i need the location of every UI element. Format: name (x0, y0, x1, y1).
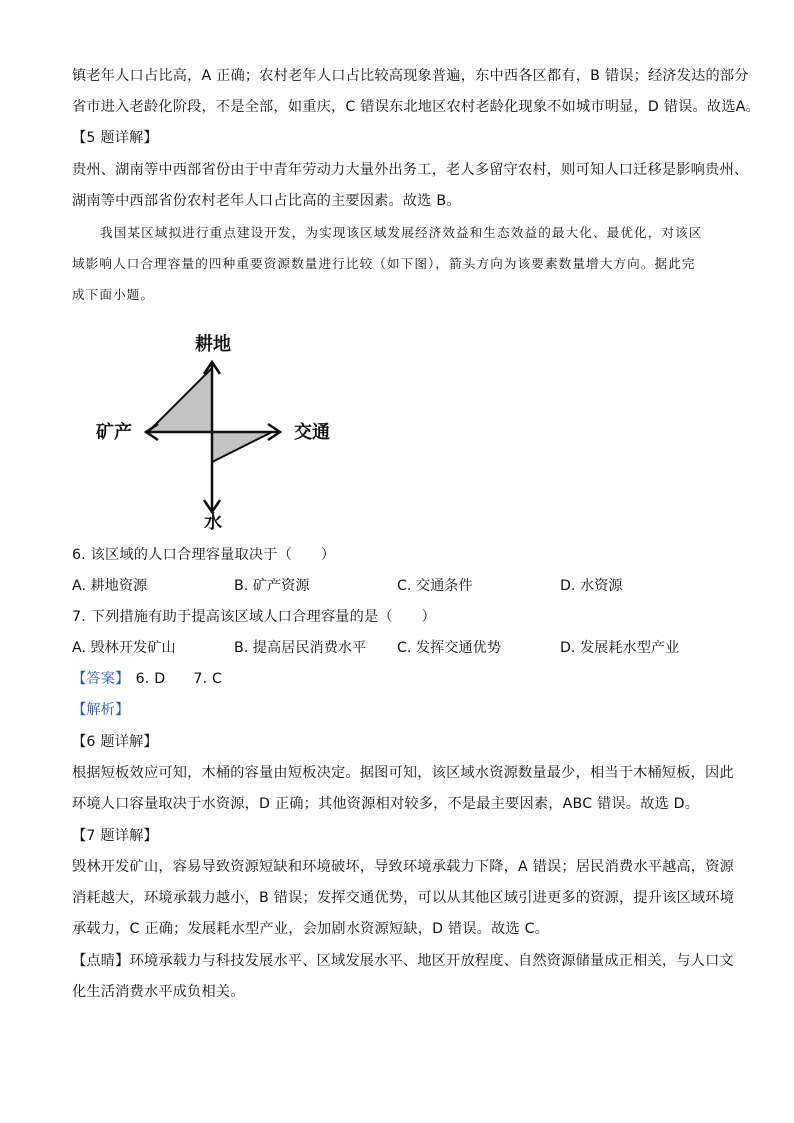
section-heading-5: 【5 题详解】 (72, 130, 158, 146)
note-tag: 【点睛】 (72, 953, 130, 969)
label-bottom: 水 (204, 512, 222, 533)
answer-7: 7. C (193, 671, 223, 687)
text-line: 贵州、湖南等中西部省份由于中青年劳动力大量外出务工，老人多留守农村，则可知人口迁移是影响贵州、 (72, 162, 749, 178)
label-left: 矿产 (96, 422, 132, 443)
text-line: 环境人口容量取决于水资源，D 正确；其他资源相对较多，不是最主要因素，ABC 错误。故选 D。 (72, 796, 700, 812)
q7-option-c: C. 发挥交通优势 (397, 640, 502, 656)
q6-option-c: C. 交通条件 (397, 578, 473, 594)
label-top: 耕地 (195, 334, 231, 355)
answer-line (72, 669, 732, 689)
material-line: 成下面小题。 (72, 287, 155, 302)
text-line: 根据短板效应可知，木桶的容量由短板决定。据图可知，该区域水资源数量最少，相当于木桶短板，因此 (72, 765, 734, 781)
resource-quadrilateral (148, 368, 272, 462)
text-line: 毁林开发矿山，容易导致资源短缺和环境破坏，导致环境承载力下降，A 错误；居民消费水平越高，资源 (72, 859, 735, 875)
resource-diagram (84, 326, 344, 536)
q7-option-a: A. 毁林开发矿山 (72, 640, 176, 656)
q6-option-b: B. 矿产资源 (234, 578, 310, 594)
material-line: 我国某区域拟进行重点建设开发，为实现该区域发展经济效益和生态效益的最大化、最优化，对该区 (100, 225, 703, 240)
question-7-stem: 7. 下列措施有助于提高该区域人口合理容量的是（ ） (72, 609, 436, 625)
text-line: 化生活消费水平成负相关。 (72, 984, 245, 1000)
note-text: 环境承载力与科技发展水平、区域发展水平、地区开放程度、自然资源储量成正相关，与人口文 (129, 953, 734, 969)
text-line: 湖南等中西部省份农村老年人口占比高的主要因素。故选 B。 (72, 193, 461, 209)
q6-option-a: A. 耕地资源 (72, 578, 148, 594)
analysis-tag: 【解析】 (72, 702, 130, 718)
q7-option-d: D. 发展耗水型产业 (560, 640, 680, 656)
note-line (72, 951, 732, 971)
q6-option-d: D. 水资源 (560, 578, 623, 594)
text-line: 省市进入老龄化阶段，不是全部，如重庆，C 错误东北地区农村老龄化现象不如城市明显，D 错误。故选A。 (72, 99, 760, 115)
text-line: 消耗越大，环境承载力越小，B 错误；发挥交通优势，可以从其他区域引进更多的资源，提升该区域环境 (72, 890, 735, 906)
material-line: 域影响人口合理容量的四种重要资源数量进行比较（如下图），箭头方向为该要素数量增大方向。据此完 (72, 256, 696, 271)
answer-6: 6. D (135, 671, 166, 687)
section-heading-7: 【7 题详解】 (72, 828, 158, 844)
q7-option-b: B. 提高居民消费水平 (234, 640, 367, 656)
answer-tag: 【答案】 (72, 671, 130, 687)
label-right: 交通 (294, 422, 330, 443)
text-line: 承载力，C 正确；发展耗水型产业，会加剧水资源短缺，D 错误。故选 C。 (72, 921, 550, 937)
text-line: 镇老年人口占比高，A 正确；农村老年人口占比较高现象普遍，东中西各区都有，B 错误；经济发达的部分 (72, 68, 749, 84)
question-6-stem: 6. 该区域的人口合理容量取决于（ ） (72, 547, 336, 563)
section-heading-6: 【6 题详解】 (72, 734, 158, 750)
